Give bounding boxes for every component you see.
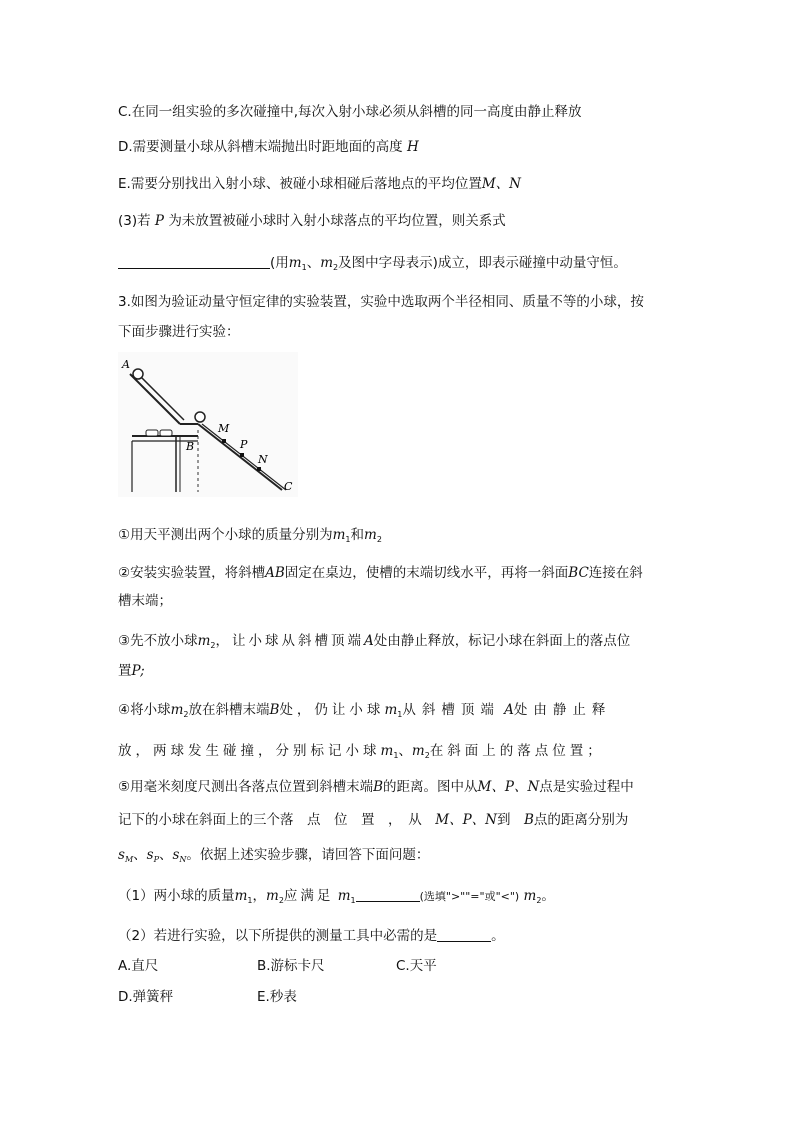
apparatus-diagram: [118, 352, 298, 497]
mark-m: [222, 439, 226, 443]
step-2-cont: 槽末端；: [118, 593, 172, 609]
choice-d: D.弹簧秤: [118, 989, 174, 1005]
step-5-cont: 记下的小球在斜面上的三个落 点 位 置 ， 从 M、P、N到 B点的距离分别为: [118, 812, 629, 828]
choice-c: C.天平: [396, 958, 437, 974]
step-4: ④将小球$m_2$放在斜槽末端B处，仍让小球$m_1$从斜槽顶端 A处由静止释: [118, 702, 612, 719]
step-1: ①用天平测出两个小球的质量分别为$m_1$和$m_2$: [118, 527, 382, 544]
step-5-distances: $s_M$、$s_P$、$s_N$。依据上述实验步骤，请回答下面问题：: [118, 847, 430, 864]
mark-p: [240, 453, 244, 457]
label-c: C: [284, 480, 293, 493]
table-object-1: [146, 430, 158, 436]
step-3-cont: 置P;: [118, 663, 145, 679]
label-b: B: [186, 440, 195, 453]
ball-at-b: [195, 412, 205, 422]
relation-answer-line: (用$m_1$、$m_2$及图中字母表示)成立，即表示碰撞中动量守恒。: [118, 253, 627, 278]
label-p: P: [240, 438, 248, 451]
table-object-2: [160, 430, 172, 436]
choice-b: B.游标卡尺: [257, 958, 325, 974]
label-m: M: [218, 422, 230, 435]
problem-3-intro: 3.如图为验证动量守恒定律的实验装置，实验中选取两个半径相同、质量不等的小球，按: [118, 294, 644, 310]
mass-comparison-blank[interactable]: [356, 887, 420, 902]
question-1: （1）两小球的质量$m_1$，$m_2$应满足 $m_1$ (选填">""="或"<") $m_2$。: [118, 888, 555, 905]
question-2: （2）若进行实验，以下所提供的测量工具中必需的是 。: [118, 928, 505, 944]
choice-e: E.秒表: [257, 989, 297, 1005]
chute-upper-rail: [130, 374, 180, 424]
option-c-text: C.在同一组实验的多次碰撞中,每次入射小球必须从斜槽的同一高度由静止释放: [118, 104, 582, 120]
ball-at-a: [133, 369, 143, 379]
mark-n: [257, 467, 261, 471]
step-4-cont: 放，两球发生碰撞，分别标记小球$m_1$、$m_2$在斜面上的落点位置；: [118, 743, 605, 760]
step-5: ⑤用毫米刻度尺测出各落点位置到斜槽末端B的距离。图中从M、P、N点是实验过程中: [118, 779, 634, 795]
label-n: N: [258, 453, 268, 466]
tool-answer-blank[interactable]: [437, 927, 491, 942]
relation-answer-blank[interactable]: [118, 254, 270, 269]
label-a: A: [122, 358, 130, 371]
experiment-apparatus-figure: [118, 352, 298, 497]
question-3-text: (3)若 P 为未放置被碰小球时入射小球落点的平均位置，则关系式: [118, 213, 506, 229]
choice-a: A.直尺: [118, 958, 159, 974]
option-d-text: D.需要测量小球从斜槽末端抛出时距地面的高度 H: [118, 139, 419, 155]
step-2: ②安装实验装置，将斜槽AB固定在桌边，使槽的末端切线水平，再将一斜面BC连接在斜: [118, 565, 643, 581]
problem-3-intro-cont: 下面步骤进行实验：: [118, 324, 240, 340]
option-e-text: E.需要分别找出入射小球、被碰小球相碰后落地点的平均位置M、N: [118, 176, 521, 192]
step-3: ③先不放小球$m_2$，让小球从斜槽顶端A处由静止释放，标记小球在斜面上的落点位: [118, 633, 631, 650]
